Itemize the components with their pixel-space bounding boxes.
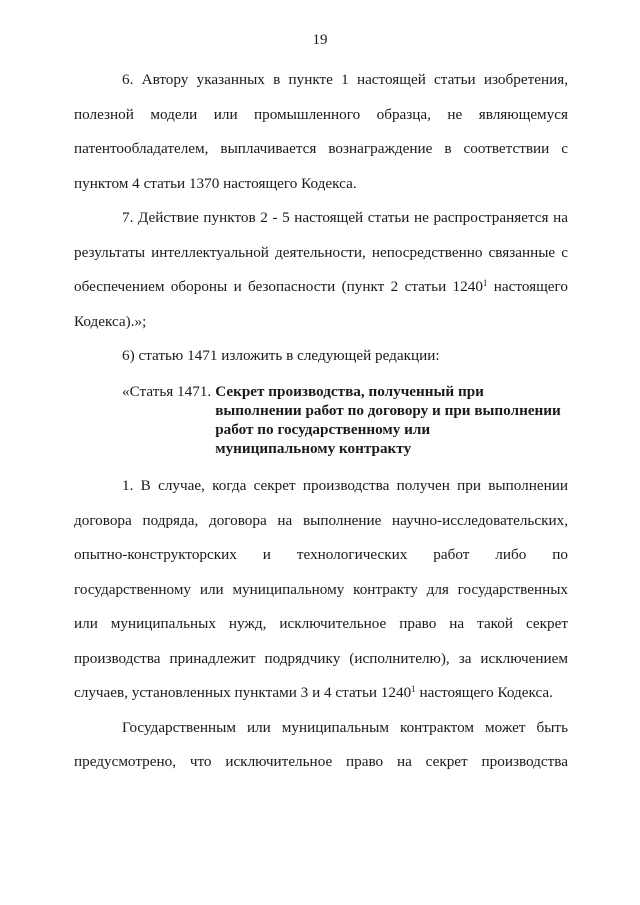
paragraph-6: 6. Автору указанных в пункте 1 настоящей статьи изобретения, полезной модели или промышленного образца, не являющемуся патентообладателем, выплачивается вознаграждение в соответствии с пунктом 4 статьи 1370 настоящего Кодекса. bbox=[74, 71, 568, 192]
paragraph-amendment: 6) статью 1471 изложить в следующей редакции: bbox=[122, 347, 440, 364]
paragraph-7-text: 7. Действие пунктов 2 - 5 настоящей статьи не распространяется на результаты интеллектуальной деятельности, непосредственно связанные с обеспечением обороны и безопасности (пункт 2 статьи 1240 bbox=[74, 209, 568, 295]
article-title-line: выполнении работ по договору и при выполнении bbox=[215, 402, 561, 419]
text-block-top bbox=[74, 63, 568, 374]
article-title-line: Секрет производства, полученный при bbox=[215, 383, 484, 400]
text-block-bottom bbox=[74, 469, 568, 780]
article-heading bbox=[122, 382, 572, 458]
superscript: 1 bbox=[482, 278, 488, 288]
paragraph-1-text: 1. В случае, когда секрет производства получен при выполнении договора подряда, договора на выполнение научно-исследовательских, опытно-конструкторских и технологических работ либо по государственному или муниципальному контракту для государственных или муниципальных нужд, исключительное право на такой секрет производства принадлежит подрядчику (исполнителю), за исключением случаев, установленных пунктами 3 и 4 статьи 1240 bbox=[74, 477, 568, 701]
paragraph-1-tail: настоящего Кодекса. bbox=[415, 684, 553, 701]
page-number: 19 bbox=[312, 32, 328, 48]
article-title-line: муниципальному контракту bbox=[215, 440, 412, 457]
superscript: 1 bbox=[411, 684, 416, 694]
article-label: «Статья 1471. bbox=[122, 383, 212, 400]
paragraph-7 bbox=[74, 201, 568, 339]
paragraph-7-tail: настоящего Кодекса).»; bbox=[74, 278, 568, 330]
paragraph-contract: Государственным или муниципальным контрактом может быть предусмотрено, что исключительное право на секрет производства bbox=[74, 718, 568, 770]
article-title bbox=[215, 382, 561, 458]
article-title-line: работ по государственному или bbox=[215, 421, 431, 438]
paragraph-1 bbox=[74, 469, 568, 711]
